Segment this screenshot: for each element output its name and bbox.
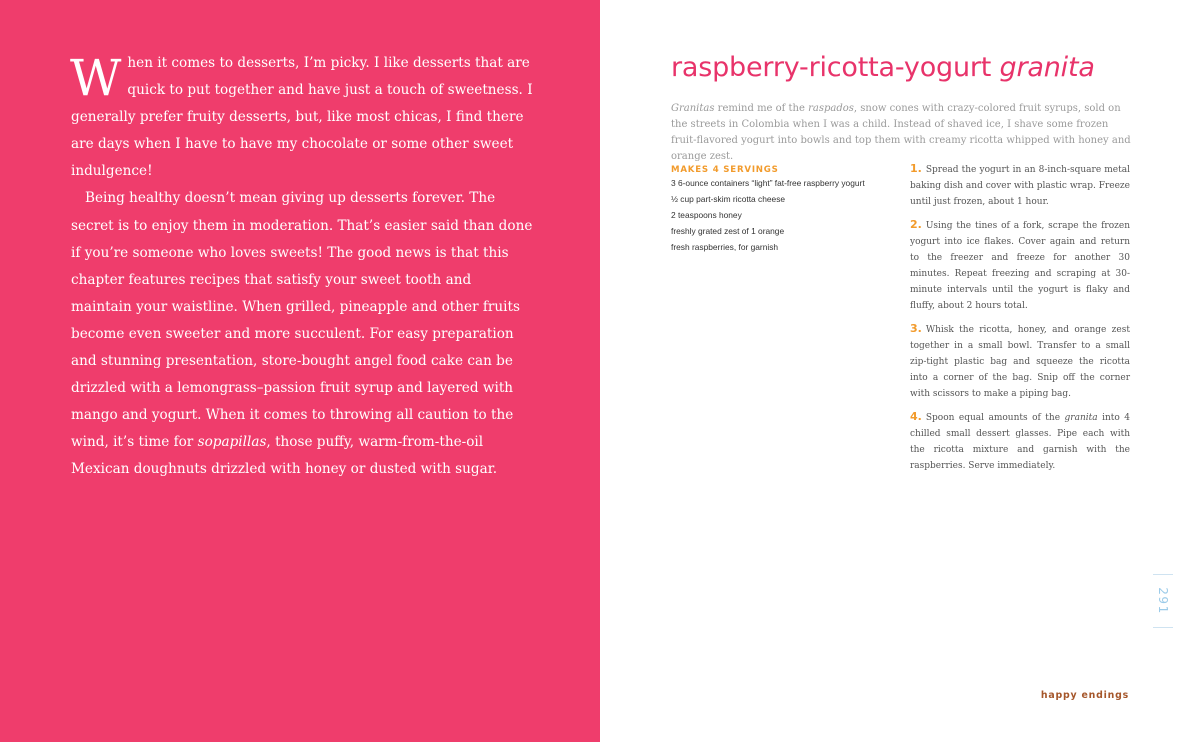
intro-paragraph-2-start: Being healthy doesn’t mean giving up desserts forever. The secret is to enjoy them in moderation. That’s easier said than done if you’re someone who loves sweets! The good news is that this chapter features recipes that satisfy your sweet tooth and maintain your waistline. When grilled, pineapple and other fruits become even sweeter and more succulent. For easy preparation and stunning presentation, store-bought angel food cake can be drizzled with a lemongrass–passion fruit syrup and layered with mango and yogurt. When it comes to throwing all caution to the wind, it’s time for	[71, 190, 533, 451]
right-page	[600, 0, 1200, 742]
servings-label: MAKES 4 SERVINGS	[671, 165, 779, 175]
step-text: Whisk the ricotta, honey, and orange zest together in a small bowl. Transfer to a small zip-tight plastic bag and squeeze the ricotta into a corner of the bag. Snip off the corner with scissors to make a piping bag.	[910, 325, 1130, 399]
step-number: 4.	[910, 410, 922, 423]
recipe-title-main: raspberry-ricotta-yogurt	[671, 52, 1000, 83]
recipe-title-italic: granita	[999, 52, 1095, 83]
intro-paragraph-2	[71, 185, 533, 483]
headnote-text-1: remind me of the	[714, 103, 809, 114]
recipe-title	[671, 52, 1095, 83]
step-number: 1.	[910, 162, 922, 175]
chapter-intro	[71, 50, 533, 484]
headnote-italic-1: Granitas	[671, 103, 715, 114]
step-number: 3.	[910, 322, 922, 335]
step-number: 2.	[910, 218, 922, 231]
intro-paragraph-1	[71, 50, 533, 185]
ingredient-item: freshly grated zest of 1 orange	[671, 226, 785, 236]
method-steps	[910, 161, 1130, 481]
ingredient-list	[671, 178, 871, 252]
intro-paragraph-2-end: , those puffy, warm-from-the-oil Mexican doughnuts drizzled with honey or dusted with sugar.	[71, 434, 498, 478]
headnote-text-2: , snow cones with crazy-colored fruit syrups, sold on the streets in Colombia when I was a child. Instead of shaved ice, I shave some frozen fruit-flavored yogurt into bowls and top them with creamy ricotta whipped with honey and orange zest.	[671, 103, 1131, 162]
ingredient-item: 2 teaspoons honey	[671, 210, 742, 220]
step-text-after: into 4 chilled small dessert glasses. Pipe each with the ricotta mixture and garnish with the raspberries. Serve immediately.	[910, 413, 1130, 471]
ingredient-item: 3 6-ounce containers “light” fat-free raspberry yogurt	[671, 178, 865, 188]
running-footer: happy endings	[1040, 690, 1129, 701]
intro-paragraph-1-text: hen it comes to desserts, I’m picky. I like desserts that are quick to put together and have just a touch of sweetness. I generally prefer fruity desserts, but, like most chicas, I find there are days when I have to have my chocolate or some other sweet indulgence!	[71, 55, 533, 180]
page-number-text: 291	[1156, 587, 1170, 615]
method-step	[910, 217, 1130, 314]
intro-paragraph-2-italic: sopapillas	[197, 434, 267, 451]
headnote-italic-2: raspados	[808, 103, 854, 114]
method-step	[910, 409, 1130, 474]
step-text: Using the tines of a fork, scrape the frozen yogurt into ice flakes. Cover again and return to the freezer and freeze for another 30 minutes. Repeat freezing and scraping at 30-minute intervals until the yogurt is flaky and fluffy, about 2 hours total.	[910, 221, 1130, 311]
method-step	[910, 321, 1130, 402]
step-text: Spread the yogurt in an 8-inch-square metal baking dish and cover with plastic wrap. Freeze until just frozen, about 1 hour.	[910, 165, 1130, 207]
drop-cap: W	[70, 49, 122, 107]
ingredients-block	[671, 165, 871, 258]
step-text-italic: granita	[1064, 413, 1098, 423]
page-number	[1153, 574, 1173, 628]
method-step	[910, 161, 1130, 210]
ingredient-item: ½ cup part-skim ricotta cheese	[671, 194, 786, 204]
step-text-before: Spoon equal amounts of the	[925, 413, 1065, 423]
recipe-headnote	[671, 101, 1131, 165]
ingredient-item: fresh raspberries, for garnish	[671, 242, 779, 252]
